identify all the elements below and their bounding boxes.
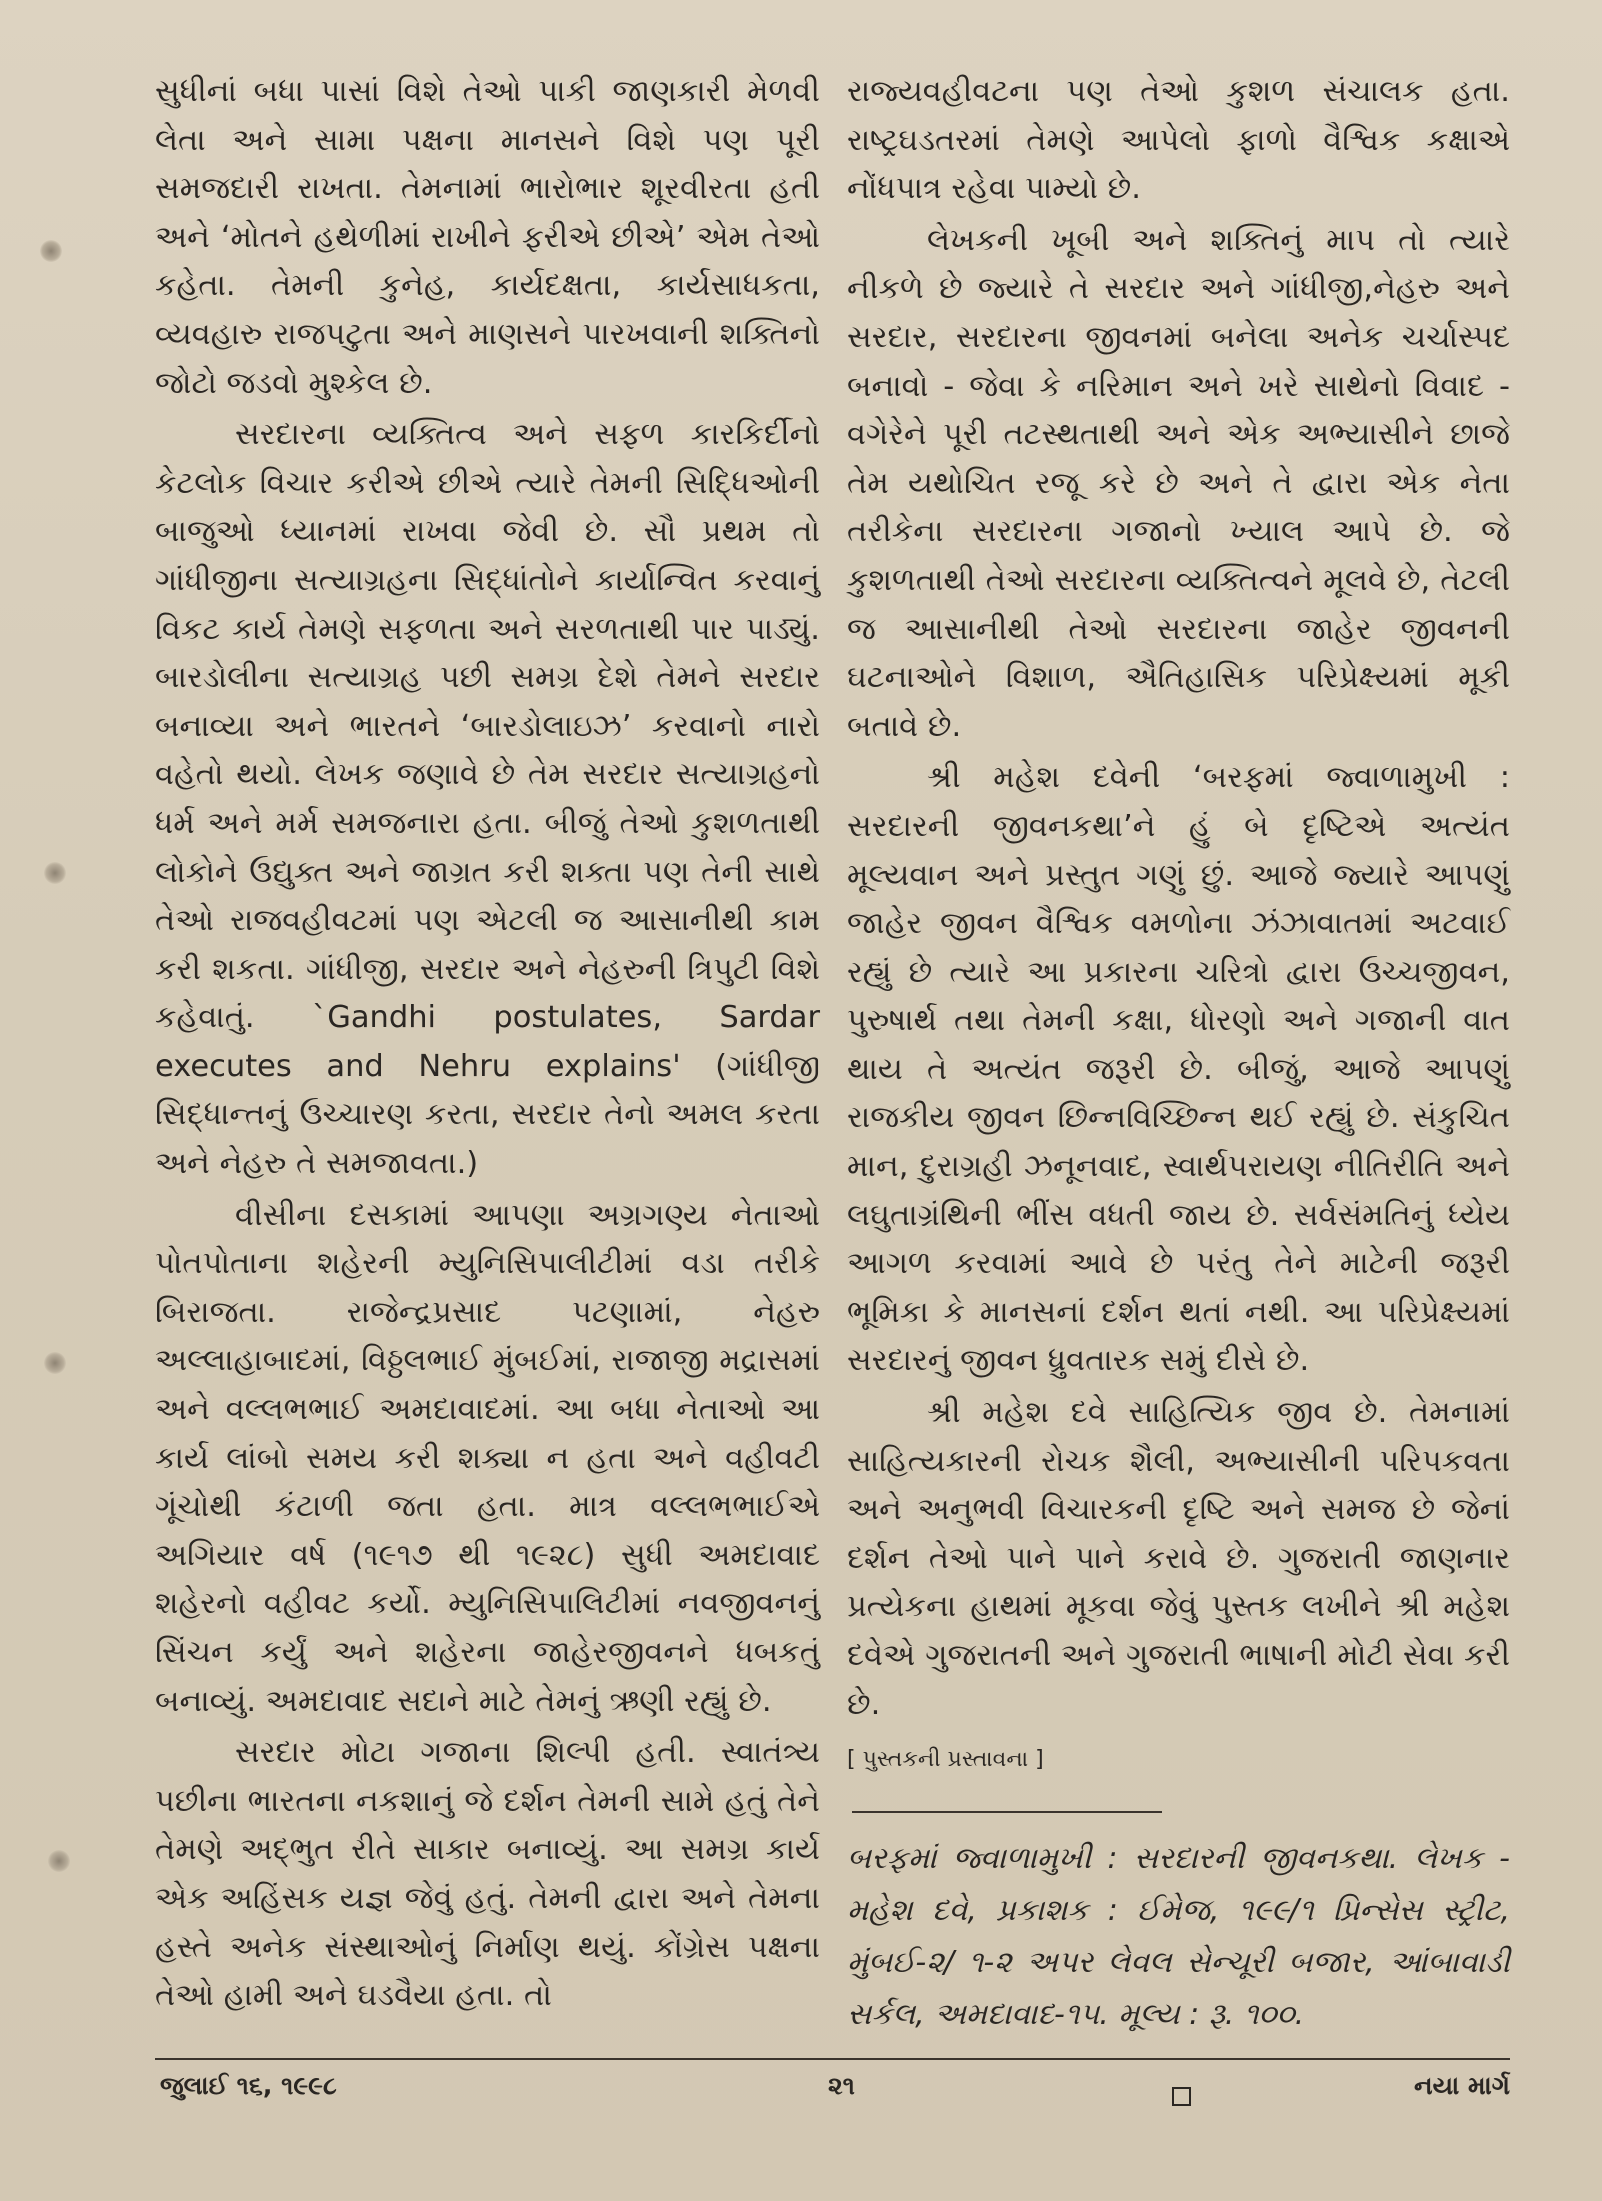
divider [852,1811,1162,1813]
paragraph: સરદારના વ્યક્તિત્વ અને સફળ કારકિર્દીનો કેટલોક વિચાર કરીએ છીએ ત્યારે તેમની સિદ્ધિઓની બાજુઓ ધ્યાનમાં રાખવા જેવી છે. સૌ પ્રથમ તો ગાંધીજીના સત્યાગ્રહના સિદ્ધાંતોને કાર્યાન્વિત કરવાનું વિકટ કાર્ય તેમણે સફળતા અને સરળતાથી પાર પાડ્યું. બારડોલીના સત્યાગ્રહ પછી સમગ્ર દેશે તેમને સરદાર બનાવ્યા અને ભારતને ‘બારડોલાઇઝ’ કરવાનો નારો વહેતો થયો. લેખક જણાવે છે તેમ સરદાર સત્યાગ્રહનો ધર્મ અને મર્મ સમજનારા હતા. બીજું તેઓ કુશળતાથી લોકોને ઉદ્યુક્ત અને જાગ્રત કરી શક્તા પણ તેની સાથે તેઓ રાજવહીવટમાં પણ એટલી જ આસાનીથી કામ કરી શકતા. ગાંધીજી, સરદાર અને નેહરુની ત્રિપુટી વિશે કહેવાતું. `Gandhi postulates, Sardar executes and Nehru explains' (ગાંધીજી સિદ્ધાન્તનું ઉચ્ચારણ કરતા, સરદાર તેનો અમલ કરતા અને નેહરુ તે સમજાવતા.) [155,417,820,1182]
punch-hole [40,240,62,262]
page-number: ૨૧ [828,2071,855,2100]
left-column [155,68,820,2021]
magazine-name: નયા માર્ગ [1414,2071,1510,2100]
source-note: [ પુસ્તકની પ્રસ્તાવના ] [847,1747,1044,1773]
issue-date: જુલાઈ ૧૬, ૧૯૯૮ [160,2071,337,2100]
paragraph: રાજ્યવહીવટના પણ તેઓ કુશળ સંચાલક હતા. રાષ્ટ્રઘડતરમાં તેમણે આપેલો ફાળો વૈશ્વિક કક્ષાએ નોંધપાત્ર રહેવા પામ્યો છે. [847,74,1510,207]
punch-hole [44,862,66,884]
punch-hole [44,1352,66,1374]
paragraph: લેખકની ખૂબી અને શક્તિનું માપ તો ત્યારે નીકળે છે જ્યારે તે સરદાર અને ગાંધીજી,નેહરુ અને સરદાર, સરદારના જીવનમાં બનેલા અનેક ચર્ચાસ્પદ બનાવો - જેવા કે નરિમાન અને ખરે સાથેનો વિવાદ - વગેરેને પૂરી તટસ્થતાથી અને એક અભ્યાસીને છાજે તેમ યથોચિત રજૂ કરે છે અને તે દ્વારા એક નેતા તરીકેના સરદારના ગજાનો ખ્યાલ આપે છે. જે કુશળતાથી તેઓ સરદારના વ્યક્તિત્વને મૂલવે છે, તેટલી જ આસાનીથી તેઓ સરદારના જાહેર જીવનની ઘટનાઓને વિશાળ, ઐતિહાસિક પરિપ્રેક્ષ્યમાં મૂકી બતાવે છે. [847,222,1510,744]
paragraph: શ્રી મહેશ દવે સાહિત્યિક જીવ છે. તેમનામાં સાહિત્યકારની રોચક શૈલી, અભ્યાસીની પરિપકવતા અને અનુભવી વિચારકની દૃષ્ટિ અને સમજ છે જેનાં દર્શન તેઓ પાને પાને કરાવે છે. ગુજરાતી જાણનાર પ્રત્યેકના હાથમાં મૂકવા જેવું પુસ્તક લખીને શ્રી મહેશ દવેએ ગુજરાતની અને ગુજરાતી ભાષાની મોટી સેવા કરી છે. [847,1395,1510,1722]
paragraph: શ્રી મહેશ દવેની ‘બરફમાં જ્વાળામુખી : સરદારની જીવનકથા’ને હું બે દૃષ્ટિએ અત્યંત મૂલ્યવાન અને પ્રસ્તુત ગણું છું. આજે જ્યારે આપણું જાહેર જીવન વૈશ્વિક વમળોના ઝંઝાવાતમાં અટવાઈ રહ્યું છે ત્યારે આ પ્રકારના ચરિત્રો દ્વારા ઉચ્ચજીવન, પુરુષાર્થ તથા તેમની કક્ષા, ધોરણો અને ગજાની વાત થાય તે અત્યંત જરૂરી છે. બીજું, આજે આપણું રાજકીય જીવન છિન્નવિચ્છિન્ન થઈ રહ્યું છે. સંકુચિત માન, દુરાગ્રહી ઝનૂનવાદ, સ્વાર્થપરાયણ નીતિરીતિ અને લઘુતાગ્રંથિની ભીંસ વધતી જાય છે. સર્વસંમતિનું ધ્યેય આગળ કરવામાં આવે છે પરંતુ તેને માટેની જરૂરી ભૂમિકા કે માનસનાં દર્શન થતાં નથી. આ પરિપ્રેક્ષ્યમાં સરદારનું જીવન ધ્રુવતારક સમું દીસે છે. [847,760,1510,1379]
book-details: બરફમાં જ્વાળામુખી : સરદારની જીવનકથા. લેખક - મહેશ દવે, પ્રકાશક : ઈમેજ, ૧૯૯/૧ પ્રિન્સેસ સ્ટ્રીટ, મુંબઈ-૨/ ૧-૨ અપર લેવલ સેન્ચૂરી બજાર, આંબાવાડી સર્કલ, અમદાવાદ-૧૫. મૂલ્ય : રૂ. ૧૦૦. [847,1841,1510,2033]
right-column [847,68,1510,2106]
punch-hole [48,1850,70,1872]
paragraph: સરદાર મોટા ગજાના શિલ્પી હતી. સ્વાતંત્ર્ય પછીના ભારતના નકશાનું જે દર્શન તેમની સામે હતું તેને તેમણે અદ્ભુત રીતે સાકાર બનાવ્યું. આ સમગ્ર કાર્ય એક અહિંસક યજ્ઞ જેવું હતું. તેમની દ્વારા અને તેમના હસ્તે અનેક સંસ્થાઓનું નિર્માણ થયું. કોંગ્રેસ પક્ષના તેઓ હામી અને ઘડવૈયા હતા. તો [155,1735,820,2014]
paragraph: વીસીના દસકામાં આપણા અગ્રગણ્ય નેતાઓ પોતપોતાના શહેરની મ્યુનિસિપાલીટીમાં વડા તરીકે બિરાજતા. રાજેન્દ્રપ્રસાદ પટણામાં, નેહરુ અલ્લાહાબાદમાં, વિઠ્ઠલભાઈ મુંબઈમાં, રાજાજી મદ્રાસમાં અને વલ્લભભાઈ અમદાવાદમાં. આ બધા નેતાઓ આ કાર્ય લાંબો સમય કરી શક્યા ન હતા અને વહીવટી ગૂંચોથી કંટાળી જતા હતા. માત્ર વલ્લભભાઈએ અગિયાર વર્ષ (૧૯૧૭ થી ૧૯૨૮) સુધી અમદાવાદ શહેરનો વહીવટ કર્યો. મ્યુનિસિપાલિટીમાં નવજીવનનું સિંચન કર્યું અને શહેરના જાહેરજીવનને ધબકતું બનાવ્યું. અમદાવાદ સદાને માટે તેમનું ઋણી રહ્યું છે. [155,1197,820,1719]
footer-divider [155,2058,1510,2060]
end-mark-square-icon [1172,2087,1191,2106]
paragraph: સુધીનાં બધા પાસાં વિશે તેઓ પાકી જાણકારી મેળવી લેતા અને સામા પક્ષના માનસને વિશે પણ પૂરી સમજદારી રાખતા. તેમનામાં ભારોભાર શૂરવીરતા હતી અને ‘મોતને હથેળીમાં રાખીને ફરીએ છીએ’ એમ તેઓ કહેતા. તેમની કુનેહ, કાર્યદક્ષતા, કાર્યસાધકતા, વ્યવહારુ રાજપટુતા અને માણસને પારખવાની શક્તિનો જોટો જડવો મુશ્કેલ છે. [155,74,820,401]
